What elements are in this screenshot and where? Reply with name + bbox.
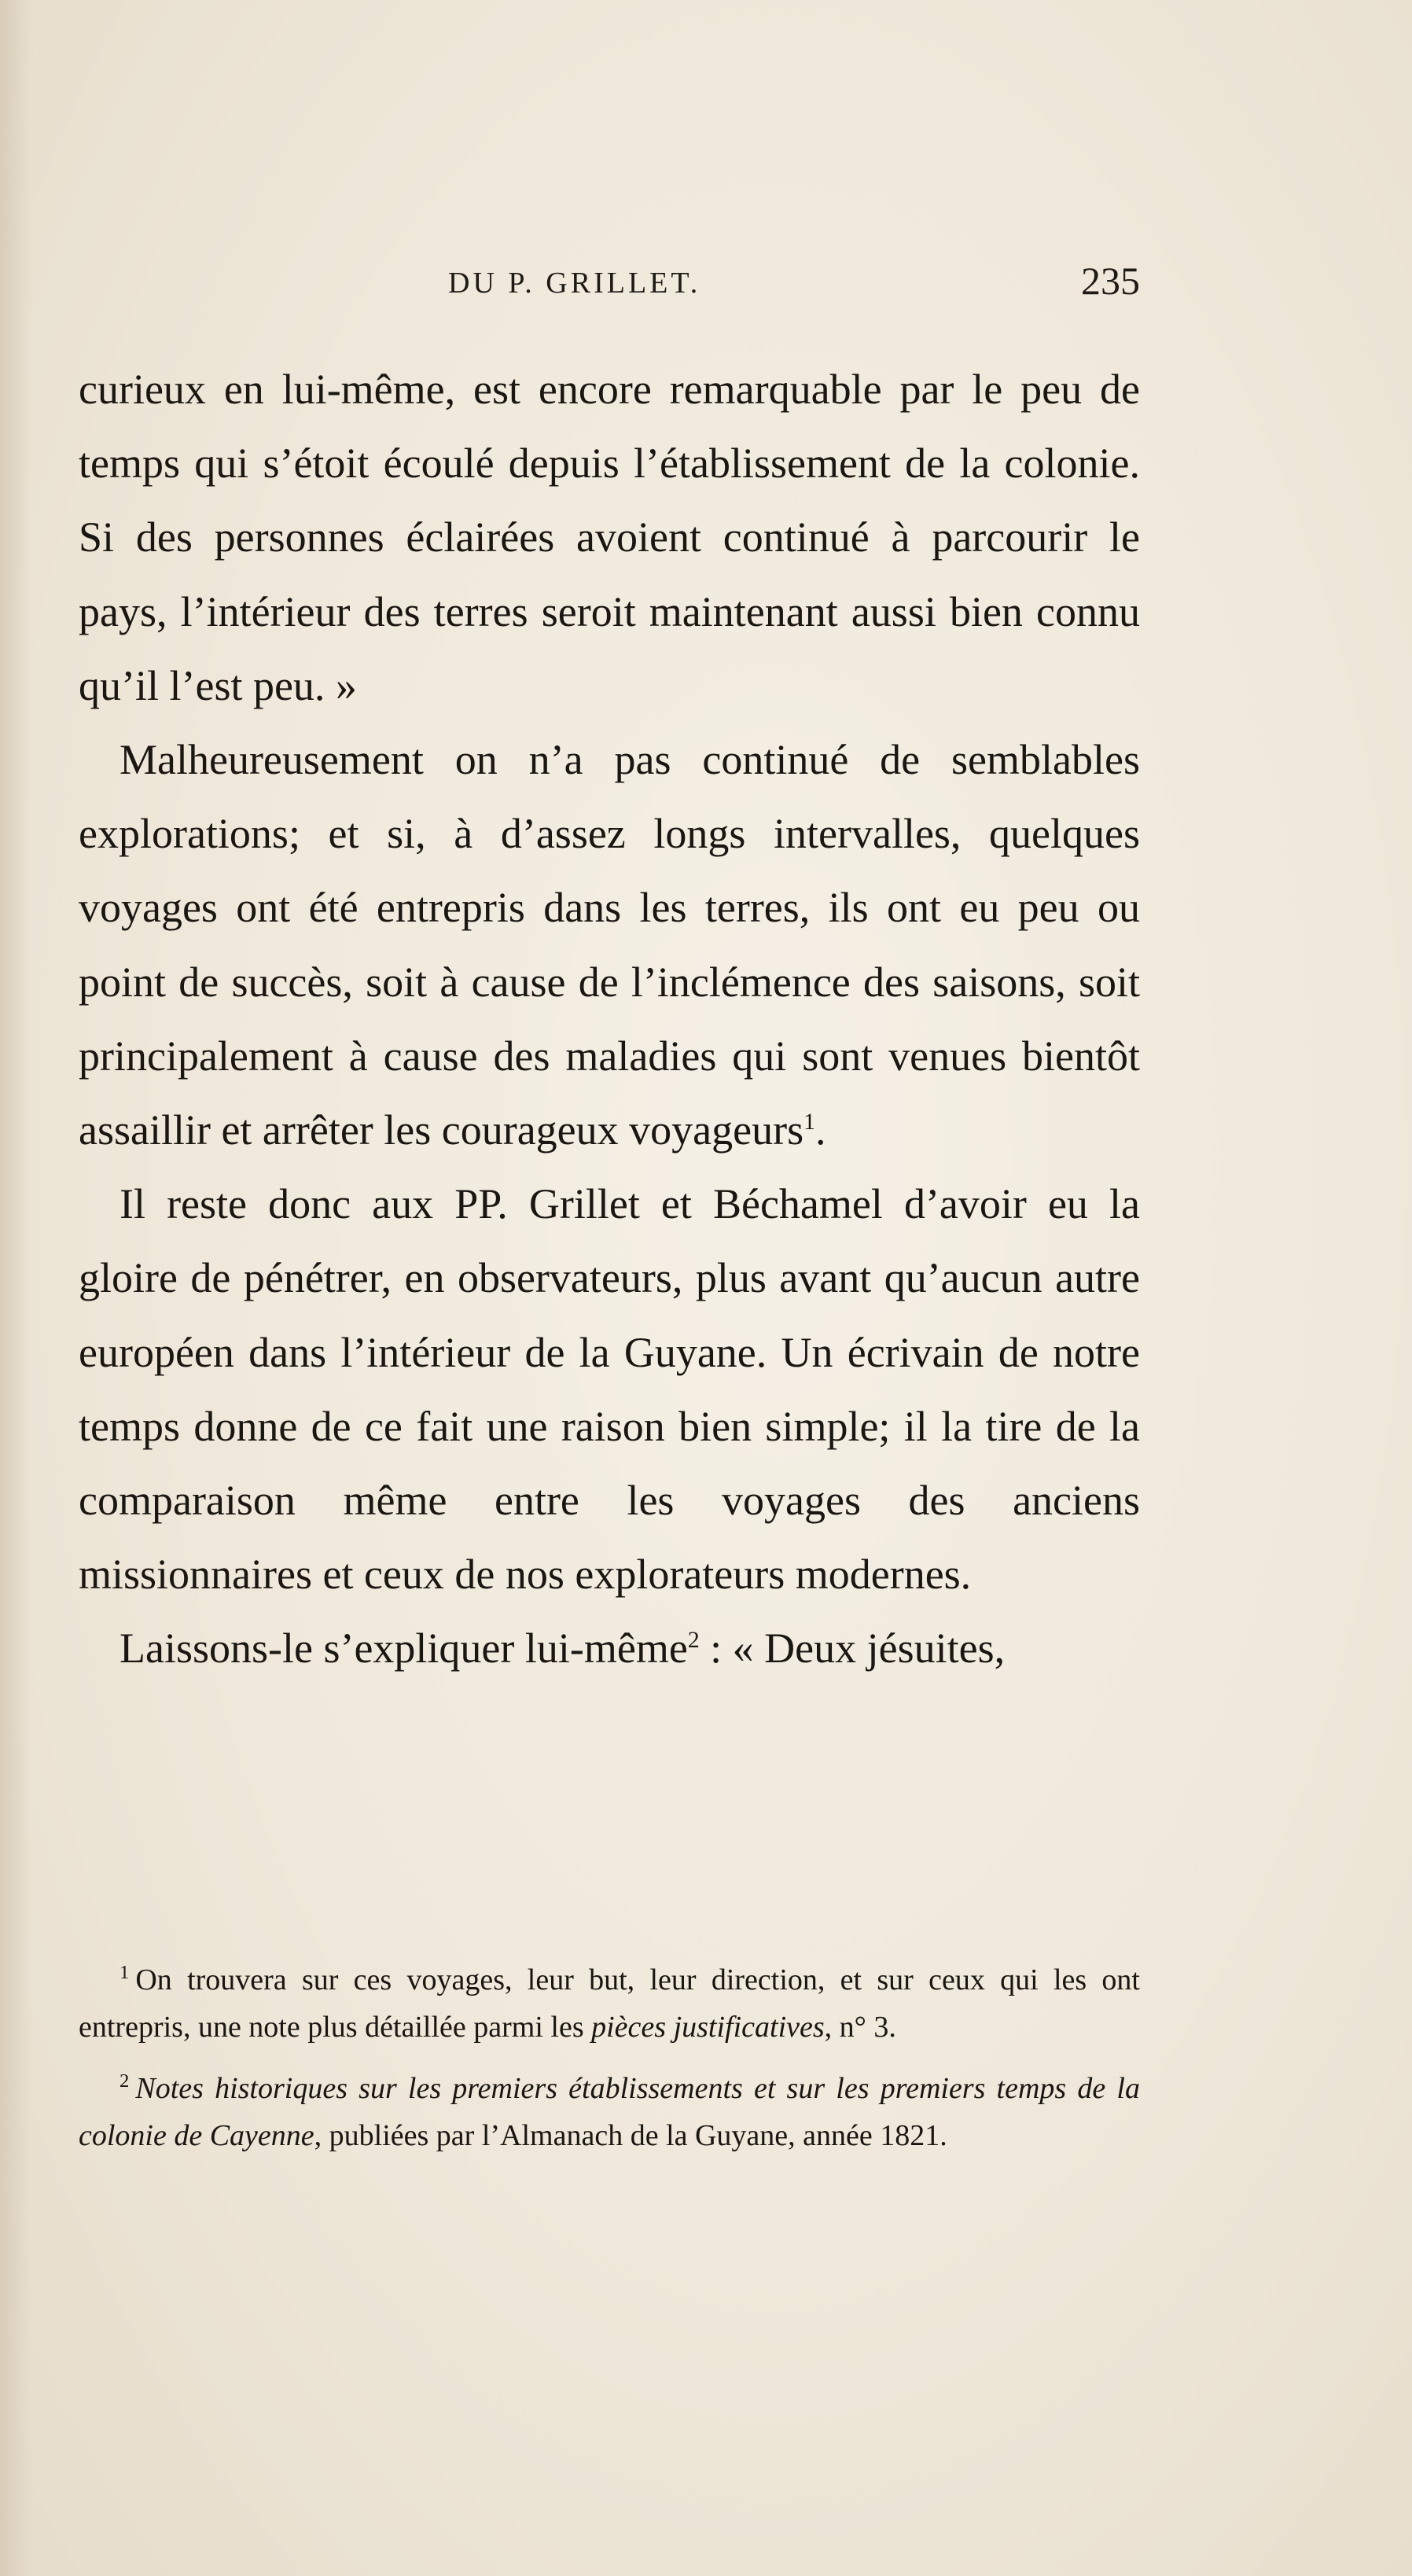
running-title: DU P. GRILLET. (448, 267, 701, 300)
paragraph-text-tail: : « Deux jésuites, (699, 1625, 1006, 1673)
footnote-tail: , publiées par l’Almanach de la Guyane, année 1821. (314, 2119, 947, 2152)
paragraph-continuation (79, 352, 1140, 723)
footnote-mark: 1 (120, 1962, 130, 1984)
footnote (79, 1956, 1140, 2051)
page-number: 235 (1081, 259, 1140, 303)
paragraph (79, 1167, 1140, 1611)
paragraph (79, 723, 1140, 1167)
footnote-tail: , n° 3. (824, 2011, 896, 2044)
footnotes (79, 1956, 1140, 2173)
paragraph-text: Malheureusement on n’a pas continué de semblables explorations; et si, à d’assez longs intervalles, quelques voyages ont été entrepris dans les terres, ils ont eu peu ou point de succès, soit à cause de l’inclémence des saisons, soit principalement à cause des maladies qui sont venues bientôt assaillir et arrêter les courageux voyageurs (79, 736, 1140, 1154)
footnote-text: On trouvera sur ces voyages, leur but, leur direction, et sur ceux qui les ont entrepris, une note plus détaillée parmi les (79, 1963, 1140, 2044)
running-head (79, 258, 1140, 305)
paragraph-text-tail: . (814, 1106, 826, 1154)
paragraph-text: curieux en lui-même, est encore remarquable par le peu de temps qui s’étoit écoulé depuis l’établissement de la colonie. Si des personnes éclairées avoient continué à parcourir le pays, l’intérieur des terres seroit maintenant aussi bien connu qu’il l’est peu. » (79, 366, 1140, 709)
paragraph (79, 1611, 1140, 1685)
footnote-mark: 2 (120, 2070, 130, 2092)
footnote-italic-text: pièces justificatives (591, 2011, 825, 2044)
body-text (79, 352, 1140, 1686)
footnote-italic-text: Notes historiques sur les premiers établissements et sur les premiers temps de la colonie de Cayenne (79, 2072, 1140, 2152)
footnote (79, 2065, 1140, 2159)
footnote-reference: 2 (687, 1628, 700, 1654)
page-gutter-shadow (0, 0, 31, 2576)
paragraph-text: Il reste donc aux PP. Grillet et Béchamel d’avoir eu la gloire de pénétrer, en observateurs, plus avant qu’aucun autre européen dans l’intérieur de la Guyane. Un écrivain de notre temps donne de ce fait une raison bien simple; il la tire de la comparaison même entre les voyages des anciens missionnaires et ceux de nos explorateurs modernes. (79, 1180, 1140, 1599)
footnote-reference: 1 (803, 1110, 815, 1135)
paragraph-text: Laissons-le s’expliquer lui-même (120, 1625, 688, 1673)
